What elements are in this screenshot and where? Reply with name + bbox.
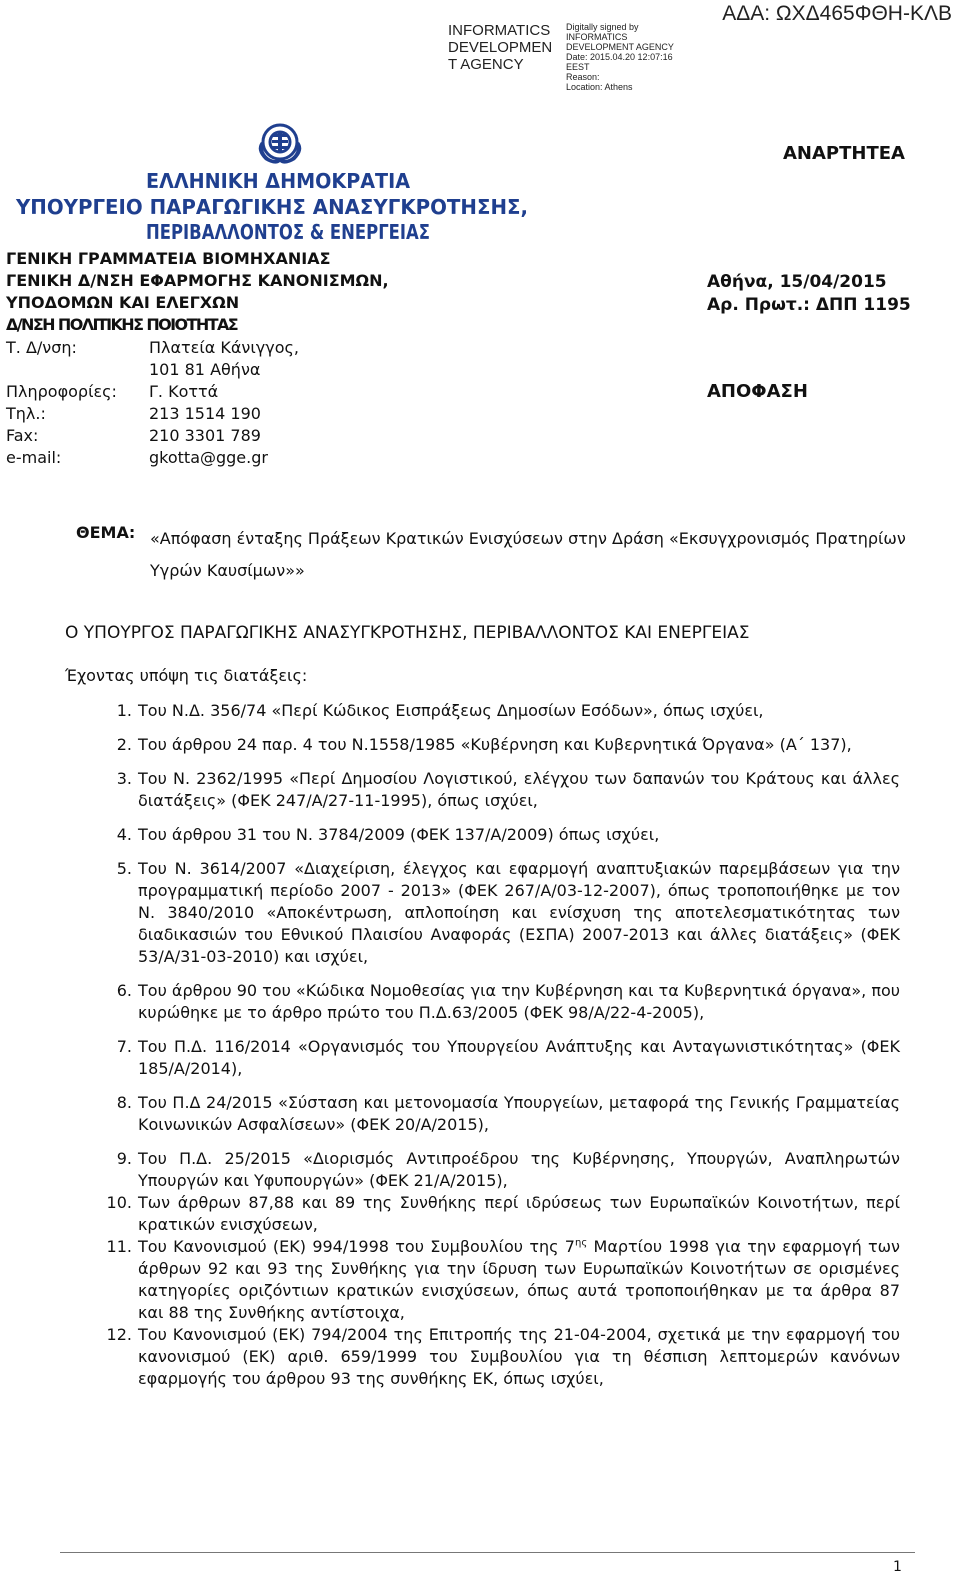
logo-line: ΥΠΟΥΡΓΕΙΟ ΠΑΡΑΓΩΓΙΚΗΣ ΑΝΑΣΥΓΚΡΟΤΗΣΗΣ,	[15, 195, 529, 219]
item-number: 3.	[116, 769, 132, 788]
item-text: Του Ν. 3614/2007 «Διαχείριση, έλεγχος και εφαρμογή αναπτυξιακών παρεμβάσεων για την προγραμματική περίοδο 2007 - 2013» (ΦΕΚ 267/Α/03-12-2007), όπως τροποποιήθηκε με τον Ν. 3840/2010 «Αποκέντρωση, απλοποίηση και ενίσχυση της αποτελεσματικότητας των διαδικασιών του Εθνικού Πλαισίου Αναφοράς (ΕΣΠΑ) 2007-2013 και άλλες διατάξεις» (ΦΕΚ 53/Α/31-03-2010) και ισχύει,	[138, 859, 900, 966]
item-number: 11.	[106, 1237, 132, 1256]
list-item	[92, 1192, 900, 1236]
coat-of-arms-icon	[14, 120, 534, 242]
email-value: gkotta@gge.gr	[149, 448, 268, 467]
protocol-number: Αρ. Πρωτ.: ΔΠΠ 1195	[707, 295, 911, 315]
signature-organization	[448, 22, 566, 73]
header-line: ΓΕΝΙΚΗ ΓΡΑΜΜΑΤΕΙΑ ΒΙΟΜΗΧΑΝΙΑΣ	[6, 249, 331, 268]
minister-title: Ο ΥΠΟΥΡΓΟΣ ΠΑΡΑΓΩΓΙΚΗΣ ΑΝΑΣΥΓΚΡΟΤΗΣΗΣ, ΠΕΡΙΒΑΛΛΟΝΤΟΣ ΚΑΙ ΕΝΕΡΓΕΙΑΣ	[65, 623, 750, 643]
subject-text: «Απόφαση ένταξης Πράξεων Κρατικών Ενισχύσεων στην Δράση «Εκσυγχρονισμός Πρατηρίων Υγρών Καυσίμων»»	[150, 529, 906, 580]
item-number: 4.	[116, 825, 132, 844]
item-text: Του Π.Δ. 25/2015 «Διορισμός Αντιπροέδρου της Κυβέρνησης, Υπουργών, Αναπληρωτών Υπουργών και Υφυπουργών» (ΦΕΚ 21/Α/2015),	[138, 1149, 900, 1190]
list-item	[92, 980, 900, 1024]
address-value-line2: 101 81 Αθήνα	[149, 360, 261, 379]
header-line: ΥΠΟΔΟΜΩΝ ΚΑΙ ΕΛΕΓΧΩΝ	[6, 293, 240, 312]
signature-info-line: EEST	[566, 62, 590, 72]
ordinal-suffix: ης	[574, 1237, 588, 1249]
list-item	[92, 824, 900, 846]
list-item	[92, 700, 900, 722]
signature-org-line: DEVELOPMEN	[448, 39, 553, 56]
item-text: Του άρθρου 90 του «Κώδικα Νομοθεσίας για την Κυβέρνηση και τα Κυβερνητικά όργανα», που κυρώθηκε με το άρθρο πρώτο του Π.Δ.63/2005 (ΦΕΚ 98/Α/22-4-2005),	[138, 981, 900, 1022]
info-value: Γ. Κοττά	[149, 382, 219, 401]
info-label: Πληροφορίες:	[6, 382, 117, 401]
item-text: Του Ν.Δ. 356/74 «Περί Κώδικος Εισπράξεως Δημοσίων Εσόδων», όπως ισχύει,	[138, 701, 764, 720]
list-item	[92, 768, 900, 812]
phone-label: Τηλ.:	[6, 404, 46, 423]
item-text: Του άρθρου 31 του Ν. 3784/2009 (ΦΕΚ 137/Α/2009) όπως ισχύει,	[138, 825, 660, 844]
fax-label: Fax:	[6, 426, 39, 445]
item-number: 2.	[116, 735, 132, 754]
date-protocol-block	[707, 271, 911, 317]
email-label: e-mail:	[6, 448, 62, 467]
signature-info-line: DEVELOPMENT AGENCY	[566, 42, 674, 52]
list-item	[92, 1148, 900, 1192]
signature-info-line: INFORMATICS	[566, 32, 628, 42]
provisions-list	[92, 700, 900, 1390]
item-number: 6.	[116, 981, 132, 1000]
signature-info-line: Date: 2015.04.20 12:07:16	[566, 52, 673, 62]
item-text: Του Κανονισμού (ΕΚ) 794/2004 της Επιτροπής της 21-04-2004, σχετικά με την εφαρμογή του κανονισμού (ΕΚ) αριθ. 659/1999 του Συμβουλίου για τη θέσπιση λεπτομερών κανόνων εφαρμογής του άρθρου 93 της συνθήκης ΕΚ, όπως ισχύει,	[138, 1325, 900, 1388]
item-text: Του Ν. 2362/1995 «Περί Δημοσίου Λογιστικού, ελέγχου των δαπανών του Κράτους και άλλες διατάξεις» (ΦΕΚ 247/Α/27-11-1995), όπως ισχύει,	[138, 769, 900, 810]
list-item	[92, 1036, 900, 1080]
list-item	[92, 1324, 900, 1390]
ministry-logo	[14, 120, 534, 242]
address-label: Τ. Δ/νση:	[6, 338, 77, 357]
header-line: ΓΕΝΙΚΗ Δ/ΝΣΗ ΕΦΑΡΜΟΓΗΣ ΚΑΝΟΝΙΣΜΩΝ,	[6, 271, 389, 290]
signature-info-line: Location: Athens	[566, 82, 633, 92]
item-number: 1.	[116, 701, 132, 720]
preamble-intro: Έχοντας υπόψη τις διατάξεις:	[65, 666, 308, 685]
list-item	[92, 858, 900, 968]
phone-value: 213 1514 190	[149, 404, 261, 423]
date-line: Αθήνα, 15/04/2015	[707, 272, 887, 292]
header-line: Δ/ΝΣΗ ΠΟΛΙΤΙΚΗΣ ΠΟΙΟΤΗΤΑΣ	[6, 315, 238, 334]
list-item	[92, 734, 900, 756]
item-text: Του Π.Δ. 116/2014 «Οργανισμός του Υπουργείου Ανάπτυξης και Ανταγωνιστικότητας» (ΦΕΚ 185/Α/2014),	[138, 1037, 900, 1078]
address-value: Πλατεία Κάνιγγος,	[149, 338, 299, 357]
posting-mark: ΑΝΑΡΤΗΤΕΑ	[783, 143, 905, 164]
item-number: 12.	[106, 1325, 132, 1344]
list-item	[92, 1236, 900, 1324]
ada-code: ΑΔΑ: ΩΧΔ465ΦΘΗ-ΚΛΒ	[722, 2, 952, 25]
item-text: Του Π.Δ 24/2015 «Σύσταση και μετονομασία Υπουργείων, μεταφορά της Γενικής Γραμματείας Κοινωνικών Ασφαλίσεων» (ΦΕΚ 20/Α/2015),	[138, 1093, 900, 1134]
fax-value: 210 3301 789	[149, 426, 261, 445]
subject-label: ΘΕΜΑ:	[76, 523, 136, 542]
signature-details	[566, 22, 674, 92]
item-number: 10.	[106, 1193, 132, 1212]
footer-divider	[60, 1552, 915, 1553]
signature-org-line: T AGENCY	[448, 56, 524, 73]
page-number: 1	[893, 1559, 902, 1575]
item-text: Των άρθρων 87,88 και 89 της Συνθήκης περί ιδρύσεως των Ευρωπαϊκών Κοινοτήτων, περί κρατικών ενισχύσεων,	[138, 1193, 900, 1234]
item-text: Του άρθρου 24 παρ. 4 του Ν.1558/1985 «Κυβέρνηση και Κυβερνητικά Όργανα» (Α΄ 137),	[138, 735, 852, 754]
logo-line: ΠΕΡΙΒΑΛΛΟΝΤΟΣ & ΕΝΕΡΓΕΙΑΣ	[146, 220, 430, 242]
item-number: 7.	[116, 1037, 132, 1056]
item-number: 5.	[116, 859, 132, 878]
signature-info-line: Digitally signed by	[566, 22, 639, 32]
item-text-end: Μαρτίου 1998 για την εφαρμογή των άρθρων 92 και 93 της Συνθήκης για την ίδρυση των Ευρωπαϊκών Κοινοτήτων σε ορισμένες κατηγορίες οριζόντιων κρατικών ενισχύσεων, όπως αυτά τροποποιήθηκαν με τα άρθρα 87 και 88 της Συνθήκης αντίστοιχα,	[138, 1237, 900, 1322]
signature-info-line: Reason:	[566, 72, 600, 82]
decision-title: ΑΠΟΦΑΣΗ	[707, 381, 808, 402]
item-number: 8.	[116, 1093, 132, 1112]
item-number: 9.	[116, 1149, 132, 1168]
list-item	[92, 1092, 900, 1136]
signature-org-line: INFORMATICS	[448, 22, 551, 39]
logo-line: ΕΛΛΗΝΙΚΗ ΔΗΜΟΚΡΑΤΙΑ	[146, 169, 411, 193]
item-text-start: Του Κανονισμού (ΕΚ) 994/1998 του Συμβουλίου της 7	[138, 1237, 575, 1256]
